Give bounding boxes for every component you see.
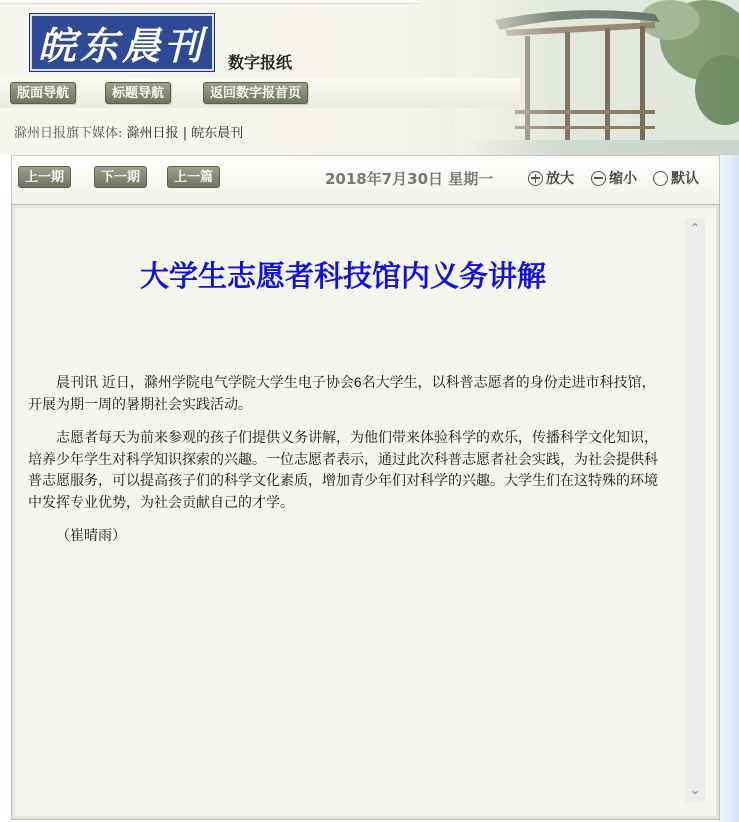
top-divider — [0, 0, 420, 4]
article-body — [28, 238, 658, 545]
zoom-in-button[interactable] — [528, 168, 574, 188]
site-logo[interactable] — [30, 14, 214, 71]
back-to-home-button[interactable]: 返回数字报首页 — [203, 82, 308, 104]
prev-article-button[interactable]: 上一篇 — [167, 166, 220, 188]
scroll-down-icon[interactable]: ⌄ — [689, 783, 701, 797]
chuzhou-daily-link[interactable]: 滁州日报 — [126, 126, 179, 141]
article-paragraph: 晨刊讯 近日，滁州学院电气学院大学生电子协会6名大学生，以科普志愿者的身份走进市科技馆，开展为期一周的暑期社会实践活动。 — [28, 374, 656, 412]
scroll-up-icon[interactable]: ⌃ — [689, 221, 701, 235]
next-issue-button[interactable]: 下一期 — [94, 166, 147, 188]
site-header — [0, 0, 739, 155]
prev-issue-button[interactable]: 上一期 — [18, 166, 71, 188]
wandong-morning-link[interactable]: 皖东晨刊 — [191, 126, 244, 141]
zoom-default-button[interactable] — [653, 168, 699, 188]
right-background-strip — [719, 150, 739, 822]
title-nav-button[interactable]: 标题导航 — [105, 82, 171, 104]
radio-icon — [653, 171, 668, 186]
affiliated-media-label: 滁州日报旗下媒体: — [14, 126, 123, 141]
zoom-out-button[interactable] — [591, 168, 637, 188]
issue-date: 2018年7月30日 星期一 — [325, 170, 494, 188]
zoom-out-icon — [591, 171, 606, 186]
article-paragraph: 志愿者每天为前来参观的孩子们提供义务讲解，为他们带来体验科学的欢乐，传播科学文化知识，培养少年学生对科学知识探索的兴趣。一位志愿者表示，通过此次科普志愿者社会实践，为社会提供科普志愿服务，可以提高孩子们的科学文化素质，增加青少年们对科学的兴趣。大学生们在这特殊的环境中发挥专业优势，为社会贡献自己的才学。 — [28, 429, 658, 510]
article-title: 大学生志愿者科技馆内义务讲解 — [139, 261, 546, 293]
article-author: （崔晴雨） — [56, 527, 126, 543]
logo-text: 皖东晨刊 — [37, 23, 206, 68]
layout-nav-button[interactable]: 版面导航 — [10, 82, 76, 104]
zoom-in-label: 放大 — [546, 171, 574, 187]
zoom-default-label: 默认 — [671, 171, 699, 187]
zoom-in-icon — [528, 171, 543, 186]
site-subtitle: 数字报纸 — [228, 53, 293, 72]
zoom-out-label: 缩小 — [609, 171, 637, 187]
media-separator: | — [182, 126, 188, 141]
affiliated-media — [14, 122, 243, 141]
article-scrollbar[interactable] — [685, 218, 705, 802]
